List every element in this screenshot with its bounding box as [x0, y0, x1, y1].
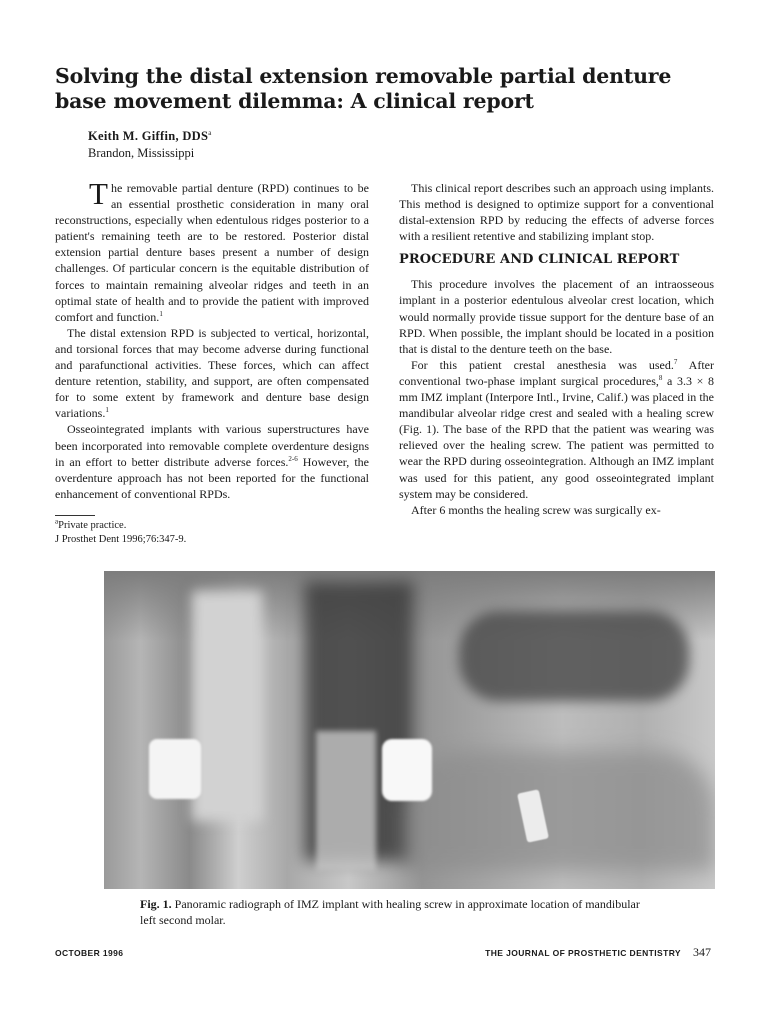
author-block — [88, 128, 211, 162]
paragraph-intro — [55, 176, 369, 325]
figure-caption — [140, 896, 640, 928]
page-number: 347 — [693, 945, 711, 959]
paragraph-procedure: This procedure involves the placement of an intraosseous implant in a posterior edentulous alveolar crest location, which would normally provide tissue support for the denture base of an RPD. When possible, the implant should be located in a position that is distal to the denture teeth on the base. — [399, 277, 714, 356]
restoration-left — [149, 739, 201, 799]
footer-date: OCTOBER 1996 — [55, 948, 124, 958]
reference-marker: 2-6 — [288, 454, 298, 463]
right-column — [399, 180, 714, 518]
footnote-text: Private practice. — [58, 520, 127, 531]
paragraph-forces — [55, 325, 369, 422]
citation: J Prosthet Dent 1996;76:347-9. — [55, 534, 187, 545]
paragraph-text: After conventional two-phase implant surgical procedures, — [399, 357, 714, 388]
article-title: Solving the distal extension removable partial denture base movement dilemma: A clinical report — [55, 64, 672, 113]
reference-marker: 1 — [105, 406, 109, 415]
author-name: Keith M. Giffin, DDS — [88, 129, 209, 143]
radiograph-image — [104, 571, 715, 889]
footer-journal-block — [485, 945, 711, 960]
paragraph-text: However, the overdenture approach has not been reported for the functional enhancement of conventional RPDs. — [55, 454, 369, 501]
author-footnote-marker: a — [208, 128, 212, 137]
footnote-marker: a — [55, 517, 59, 526]
footer-journal: THE JOURNAL OF PROSTHETIC DENTISTRY — [485, 948, 681, 958]
tooth-roots — [316, 731, 376, 871]
radiograph-sinus — [459, 611, 689, 701]
author-location: Brandon, Mississippi — [88, 146, 195, 160]
reference-marker: 1 — [159, 309, 163, 318]
restoration-crown — [382, 739, 432, 801]
paragraph-surgery — [399, 357, 714, 502]
paragraph-text: The distal extension RPD is subjected to vertical, horizontal, and torsional forces that may become adverse during functional and parafunctional activities. These forces, which can affect denture retention, stability, and support, are often compensated for to some extent by framework and denture base design variations. — [55, 325, 369, 421]
radiograph-mandible — [404, 751, 715, 871]
footnote — [55, 519, 186, 547]
paragraph-approach: This clinical report describes such an approach using implants. This method is designed to optimize support for a conventional distal-extension RPD by reducing the effects of adverse forces with a resilient retentive and stabilizing implant stop. — [399, 181, 714, 244]
left-column — [55, 176, 369, 502]
drop-cap: T — [89, 176, 108, 211]
radiograph-ramus-shadow — [192, 591, 262, 821]
paragraph-continued: After 6 months the healing screw was surgically ex- — [411, 502, 661, 517]
paragraph-text: Osseointegrated implants with various superstructures have been incorporated into removable complete overdenture designs in an effort to better distribute adverse forces. — [55, 422, 369, 469]
reference-marker: 8 — [658, 373, 663, 382]
reference-marker: 7 — [673, 357, 678, 366]
caption-text: Panoramic radiograph of IMZ implant with healing screw in approximate location of mandibular left second molar. — [140, 897, 640, 927]
paragraph-text: a 3.3 × 8 mm IMZ implant (Interpore Intl., Irvine, Calif.) was placed in the mandibular alveolar ridge crest and sealed with a healing screw (Fig. 1). The base of the RPD that the patient was wearing was relieved over the healing screw. The patient was permitted to wear the RPD during osseointegration. Although an IMZ implant was used for this patient, any good osseointegrated implant system may be considered. — [399, 373, 714, 501]
figure-label: Fig. 1. — [140, 897, 172, 911]
footnote-rule — [55, 515, 95, 516]
section-heading: PROCEDURE AND CLINICAL REPORT — [399, 252, 680, 268]
paragraph-implants — [55, 421, 369, 501]
paragraph-text: For this patient crestal anesthesia was used. — [411, 357, 674, 372]
paragraph-text: he removable partial denture (RPD) continues to be an essential prosthetic consideration in many oral reconstructions, especially when edentulous ridges posterior to a patient's remaining teeth are to be restored. Posterior distal extension partial denture bases present a number of design challenges. Of particular concern is the equitable distribution of forces to maintain remaining alveolar ridges and teeth in an optimal state of health and to provide the patient with improved comfort and function. — [55, 181, 369, 324]
